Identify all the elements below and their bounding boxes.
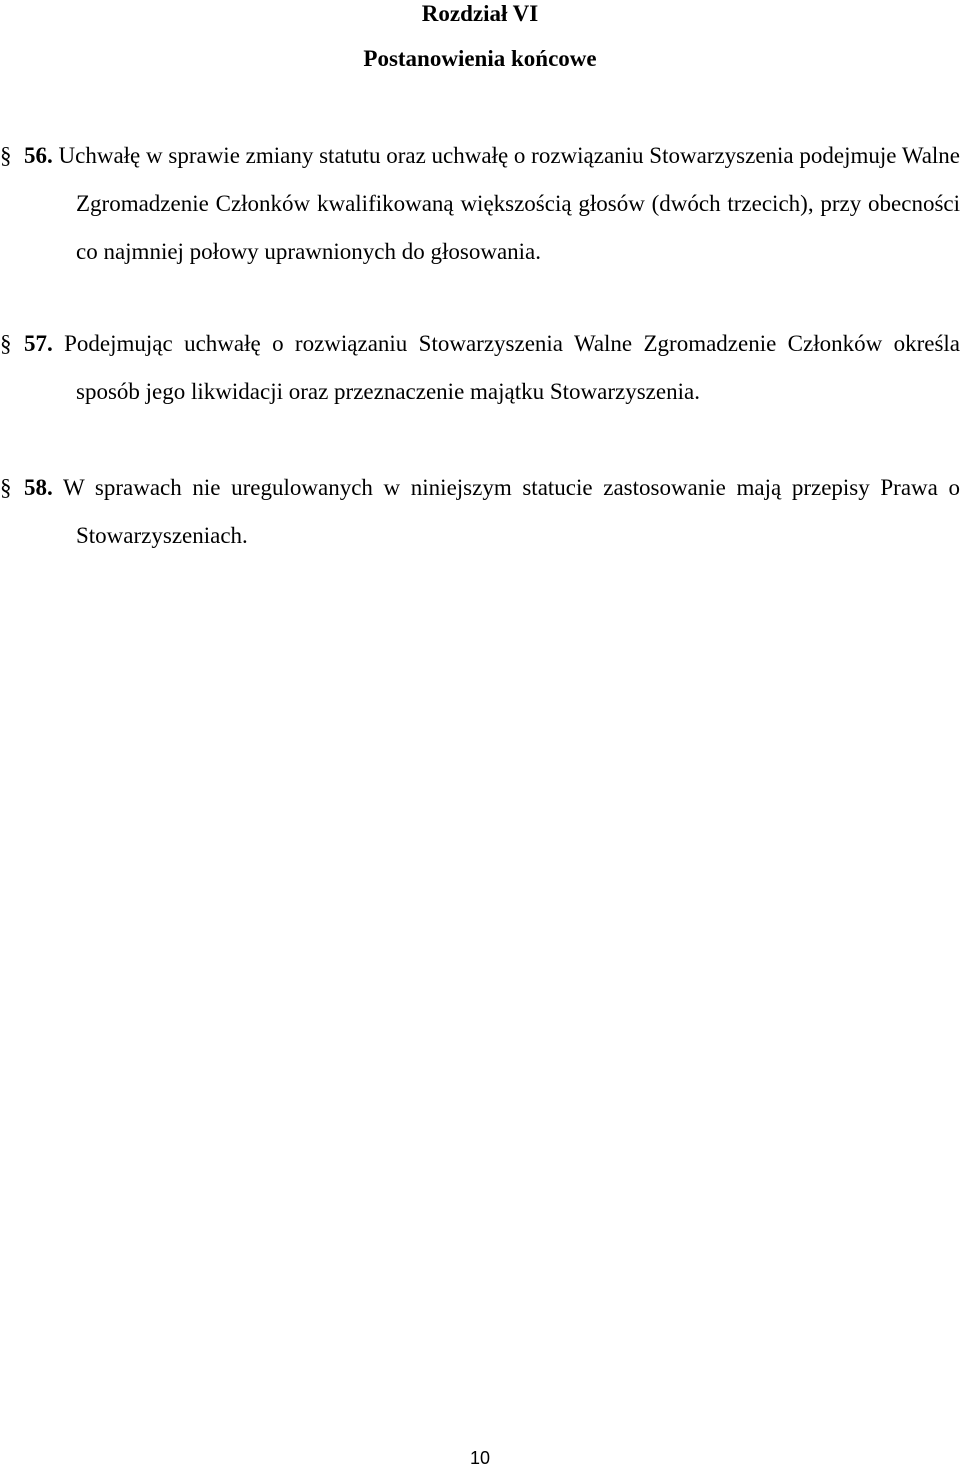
section-sign: § <box>0 331 12 356</box>
paragraph-58 <box>0 464 960 560</box>
paragraph-text: W sprawach nie uregulowanych w niniejszym statucie zastosowanie mają przepisy Prawa o Stowarzyszeniach. <box>62 475 960 548</box>
paragraph-text: Podejmując uchwałę o rozwiązaniu Stowarzyszenia Walne Zgromadzenie Członków określa sposób jego likwidacji oraz przeznaczenie majątku Stowarzyszenia. <box>64 331 960 404</box>
chapter-number: Rozdział VI <box>421 1 539 26</box>
page-number: 10 <box>469 1448 491 1468</box>
paragraph-number: 58. <box>24 475 53 500</box>
chapter-title: Postanowienia końcowe <box>363 46 597 71</box>
paragraph-text: Uchwałę w sprawie zmiany statutu oraz uchwałę o rozwiązaniu Stowarzyszenia podejmuje Walne Zgromadzenie Członków kwalifikowaną większością głosów (dwóch trzecich), przy obecności co najmniej połowy uprawnionych do głosowania. <box>58 143 960 264</box>
paragraph-number: 57. <box>24 331 53 356</box>
paragraph-56 <box>0 132 960 276</box>
paragraph-number: 56. <box>24 143 53 168</box>
section-sign: § <box>0 475 12 500</box>
section-sign: § <box>0 143 12 168</box>
paragraph-57 <box>0 320 960 416</box>
